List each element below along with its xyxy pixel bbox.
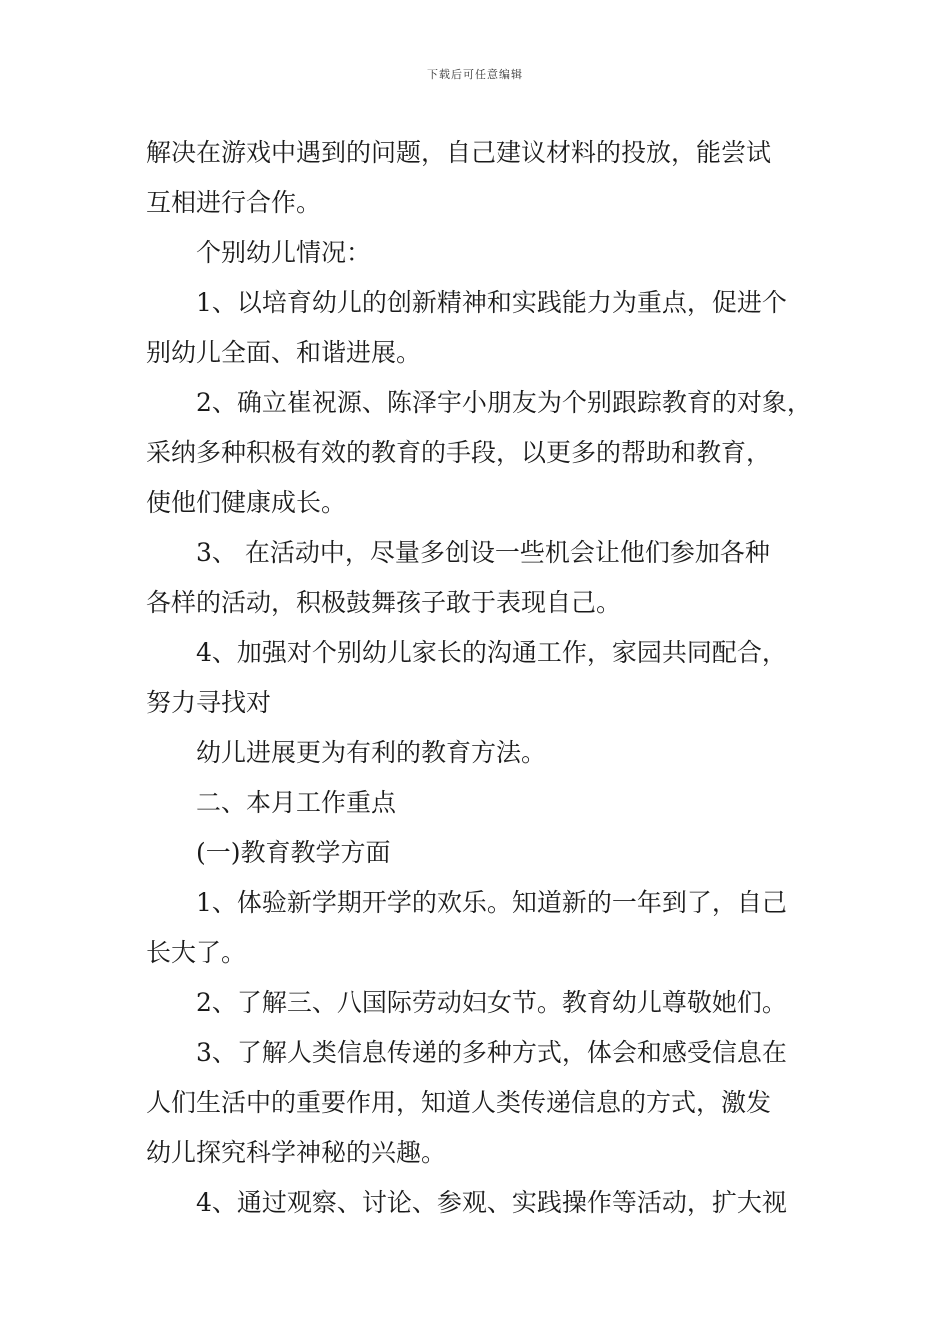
document-body — [146, 128, 816, 1228]
text-line-1: 解决在游戏中遇到的问题，自己建议材料的投放，能尝试 — [146, 138, 772, 167]
text-line-17: 长大了。 — [146, 938, 247, 967]
text-line-22: 4、通过观察、讨论、参观、实践操作等活动，扩大视 — [196, 1188, 787, 1217]
text-line-18: 2、了解三、八国际劳动妇女节。教育幼儿尊敬她们。 — [196, 988, 787, 1017]
text-line-16: 1、体验新学期开学的欢乐。知道新的一年到了，自己 — [196, 888, 787, 917]
text-line-21: 幼儿探究科学神秘的兴趣。 — [146, 1138, 447, 1167]
text-line-19: 3、了解人类信息传递的多种方式，体会和感受信息在 — [196, 1038, 787, 1067]
text-line-3: 个别幼儿情况： — [196, 238, 372, 267]
text-line-8: 使他们健康成长。 — [146, 488, 347, 517]
subsection-heading: (一)教育教学方面 — [196, 838, 391, 867]
text-line-9: 3、 在活动中，尽量多创设一些机会让他们参加各种 — [196, 538, 770, 567]
text-line-10: 各样的活动，积极鼓舞孩子敢于表现自己。 — [146, 588, 622, 617]
text-line-13: 幼儿进展更为有利的教育方法。 — [196, 738, 547, 767]
text-line-11: 4、加强对个别幼儿家长的沟通工作，家园共同配合， — [196, 638, 787, 667]
section-heading: 二、本月工作重点 — [196, 788, 397, 817]
text-line-4: 1、以培育幼儿的创新精神和实践能力为重点，促进个 — [196, 288, 787, 317]
text-line-7: 采纳多种积极有效的教育的手段，以更多的帮助和教育， — [146, 438, 772, 467]
text-line-5: 别幼儿全面、和谐进展。 — [146, 338, 422, 367]
text-line-20: 人们生活中的重要作用，知道人类传递信息的方式，激发 — [146, 1088, 772, 1117]
page-header: 下载后可任意编辑 — [427, 68, 523, 81]
text-line-2: 互相进行合作。 — [146, 188, 322, 217]
text-line-12: 努力寻找对 — [146, 688, 272, 717]
text-line-6: 2、确立崔祝源、陈泽宇小朋友为个别跟踪教育的对象， — [196, 388, 812, 417]
